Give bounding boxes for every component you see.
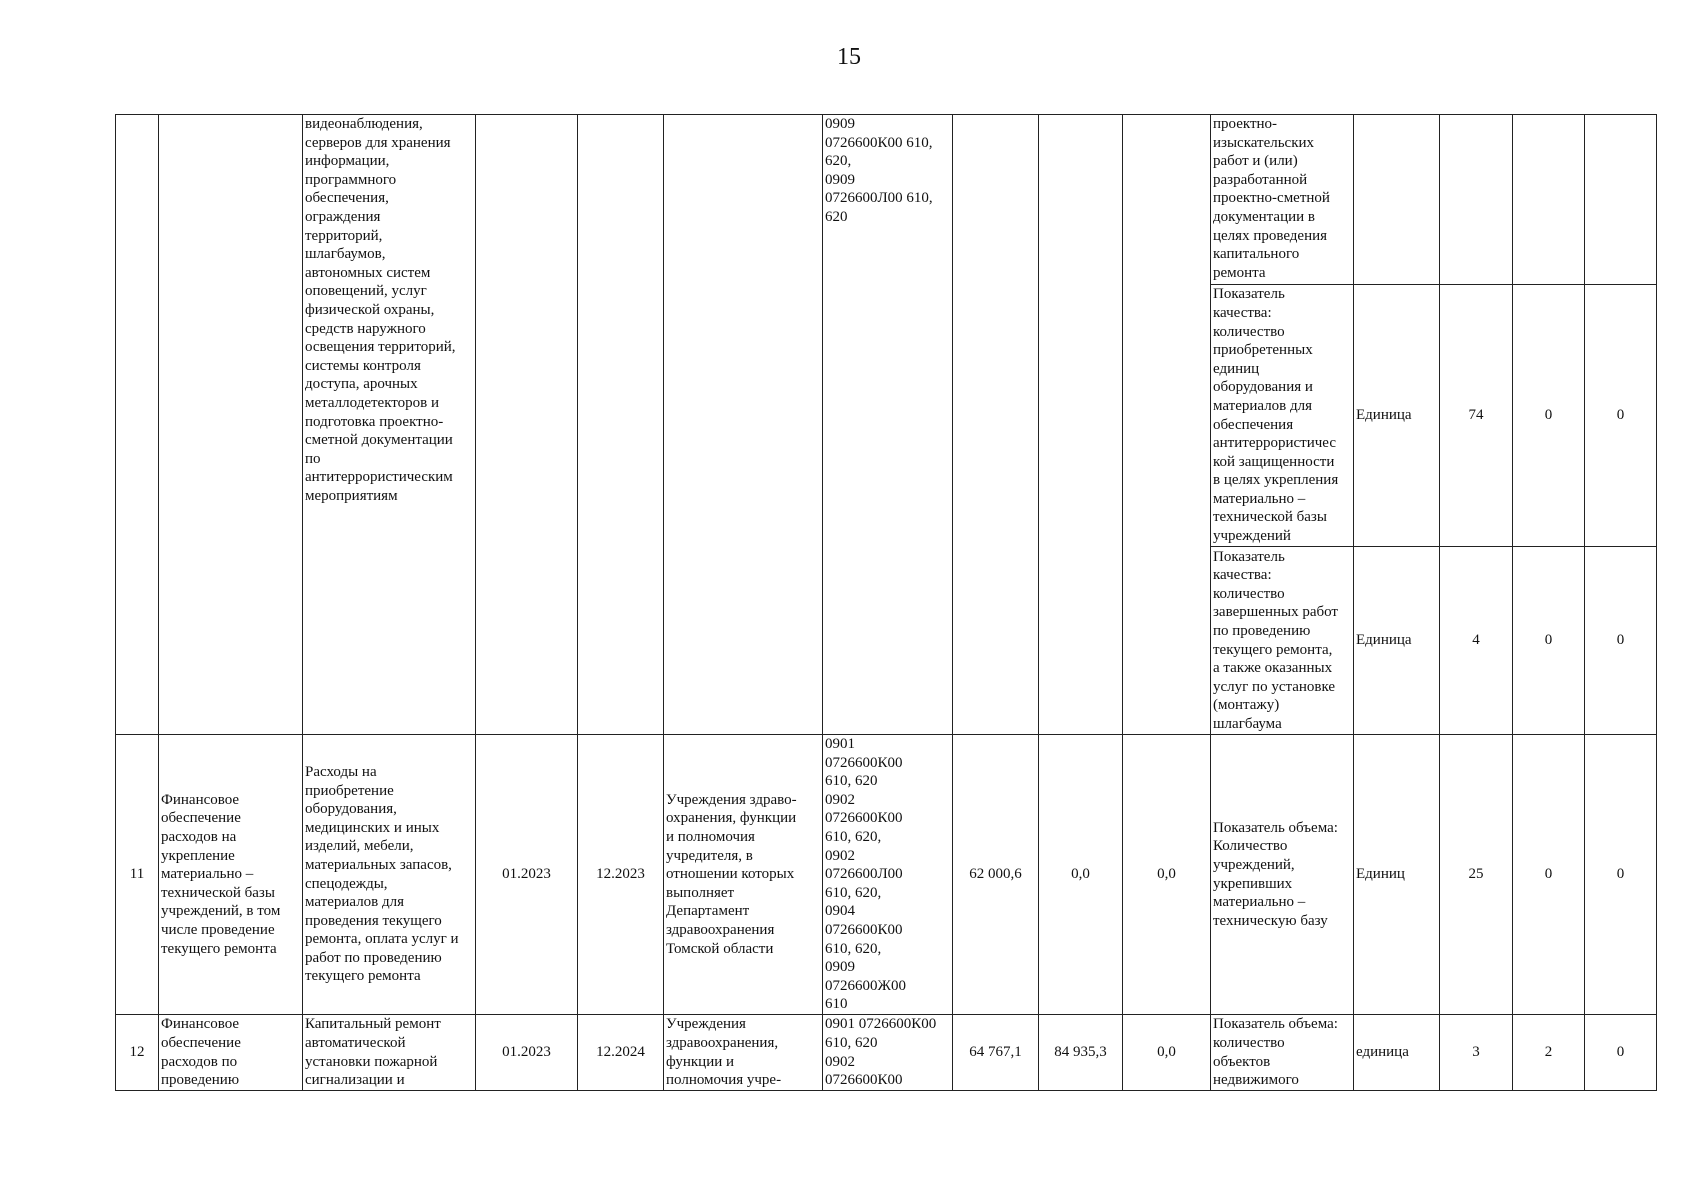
cell-indicator: проектно- изыскательских работ и (или) разработанной проектно-сметной документации в целях проведения капитального ремонта — [1211, 115, 1354, 285]
cell-fin-2: 0,0 — [1039, 735, 1123, 1015]
cell-end: 12.2024 — [578, 1015, 664, 1091]
cell-value-1: 3 — [1440, 1015, 1513, 1091]
cell-task: Финансовое обеспечение расходов по проведению — [159, 1015, 303, 1091]
cell-fin-1: 64 767,1 — [953, 1015, 1039, 1091]
cell-value-3: 0 — [1585, 285, 1657, 547]
cell-end — [578, 115, 664, 735]
cell-start — [476, 115, 578, 735]
cell-indicator: Показатель качества: количество завершенных работ по проведению текущего ремонта, а также оказанных услуг по установке (монтажу) шлагбаума — [1211, 547, 1354, 735]
cell-value-1: 25 — [1440, 735, 1513, 1015]
table-row — [116, 1015, 1657, 1091]
cell-num: 11 — [116, 735, 159, 1015]
cell-value-2 — [1513, 115, 1585, 285]
cell-end: 12.2023 — [578, 735, 664, 1015]
program-activities-table — [115, 114, 1657, 1091]
cell-value-1: 4 — [1440, 547, 1513, 735]
cell-value-2: 0 — [1513, 285, 1585, 547]
table-row — [116, 735, 1657, 1015]
cell-kbk: 0901 0726600К00 610, 620 0902 0726600К00 610, 620, 0902 0726600Л00 610, 620, 0904 0726600К00 610, 620, 0909 0726600Ж00 610 — [823, 735, 953, 1015]
table-row-continuation — [116, 115, 1657, 285]
cell-unit: единица — [1354, 1015, 1440, 1091]
page-number: 15 — [837, 44, 861, 70]
cell-executor — [664, 115, 823, 735]
cell-fin-3 — [1123, 115, 1211, 735]
cell-executor: Учреждения здраво- охранения, функции и полномочия учредителя, в отношении которых выполняет Департамент здравоохранения Томской области — [664, 735, 823, 1015]
cell-fin-1 — [953, 115, 1039, 735]
cell-value-2: 0 — [1513, 735, 1585, 1015]
cell-fin-3: 0,0 — [1123, 1015, 1211, 1091]
cell-indicator: Показатель объема: количество объектов недвижимого — [1211, 1015, 1354, 1091]
cell-num — [116, 115, 159, 735]
cell-description: Расходы на приобретение оборудования, медицинских и иных изделий, мебели, материальных запасов, спецодежды, материалов для проведения текущего ремонта, оплата услуг и работ по проведению текущего ремонта — [303, 735, 476, 1015]
cell-unit — [1354, 115, 1440, 285]
cell-value-2: 0 — [1513, 547, 1585, 735]
cell-value-1 — [1440, 115, 1513, 285]
cell-kbk: 0909 0726600К00 610, 620, 0909 0726600Л00 610, 620 — [823, 115, 953, 735]
cell-start: 01.2023 — [476, 1015, 578, 1091]
cell-fin-3: 0,0 — [1123, 735, 1211, 1015]
cell-value-3: 0 — [1585, 1015, 1657, 1091]
cell-description: Капитальный ремонт автоматической установки пожарной сигнализации и — [303, 1015, 476, 1091]
cell-indicator: Показатель качества: количество приобретенных единиц оборудования и материалов для обеспечения антитеррористичес кой защищенности в целях укрепления материально – технической базы учреждений — [1211, 285, 1354, 547]
cell-unit: Единица — [1354, 285, 1440, 547]
cell-task: Финансовое обеспечение расходов на укрепление материально – технической базы учреждений, в том числе проведение текущего ремонта — [159, 735, 303, 1015]
cell-unit: Единиц — [1354, 735, 1440, 1015]
cell-value-3: 0 — [1585, 547, 1657, 735]
cell-fin-2: 84 935,3 — [1039, 1015, 1123, 1091]
cell-value-3: 0 — [1585, 735, 1657, 1015]
cell-unit: Единица — [1354, 547, 1440, 735]
cell-fin-1: 62 000,6 — [953, 735, 1039, 1015]
cell-fin-2 — [1039, 115, 1123, 735]
cell-task — [159, 115, 303, 735]
cell-description: видеонаблюдения, серверов для хранения информации, программного обеспечения, ограждения территорий, шлагбаумов, автономных систем оповещений, услуг физической охраны, средств наружного освещения территорий, системы контроля доступа, арочных металлодетекторов и подготовка проектно- сметной документации по антитеррористическим мероприятиям — [303, 115, 476, 735]
cell-executor: Учреждения здравоохранения, функции и полномочия учре- — [664, 1015, 823, 1091]
cell-value-1: 74 — [1440, 285, 1513, 547]
cell-kbk: 0901 0726600К00 610, 620 0902 0726600К00 — [823, 1015, 953, 1091]
cell-value-2: 2 — [1513, 1015, 1585, 1091]
cell-value-3 — [1585, 115, 1657, 285]
cell-start: 01.2023 — [476, 735, 578, 1015]
cell-indicator: Показатель объема: Количество учреждений, укрепивших материально – техническую базу — [1211, 735, 1354, 1015]
cell-num: 12 — [116, 1015, 159, 1091]
